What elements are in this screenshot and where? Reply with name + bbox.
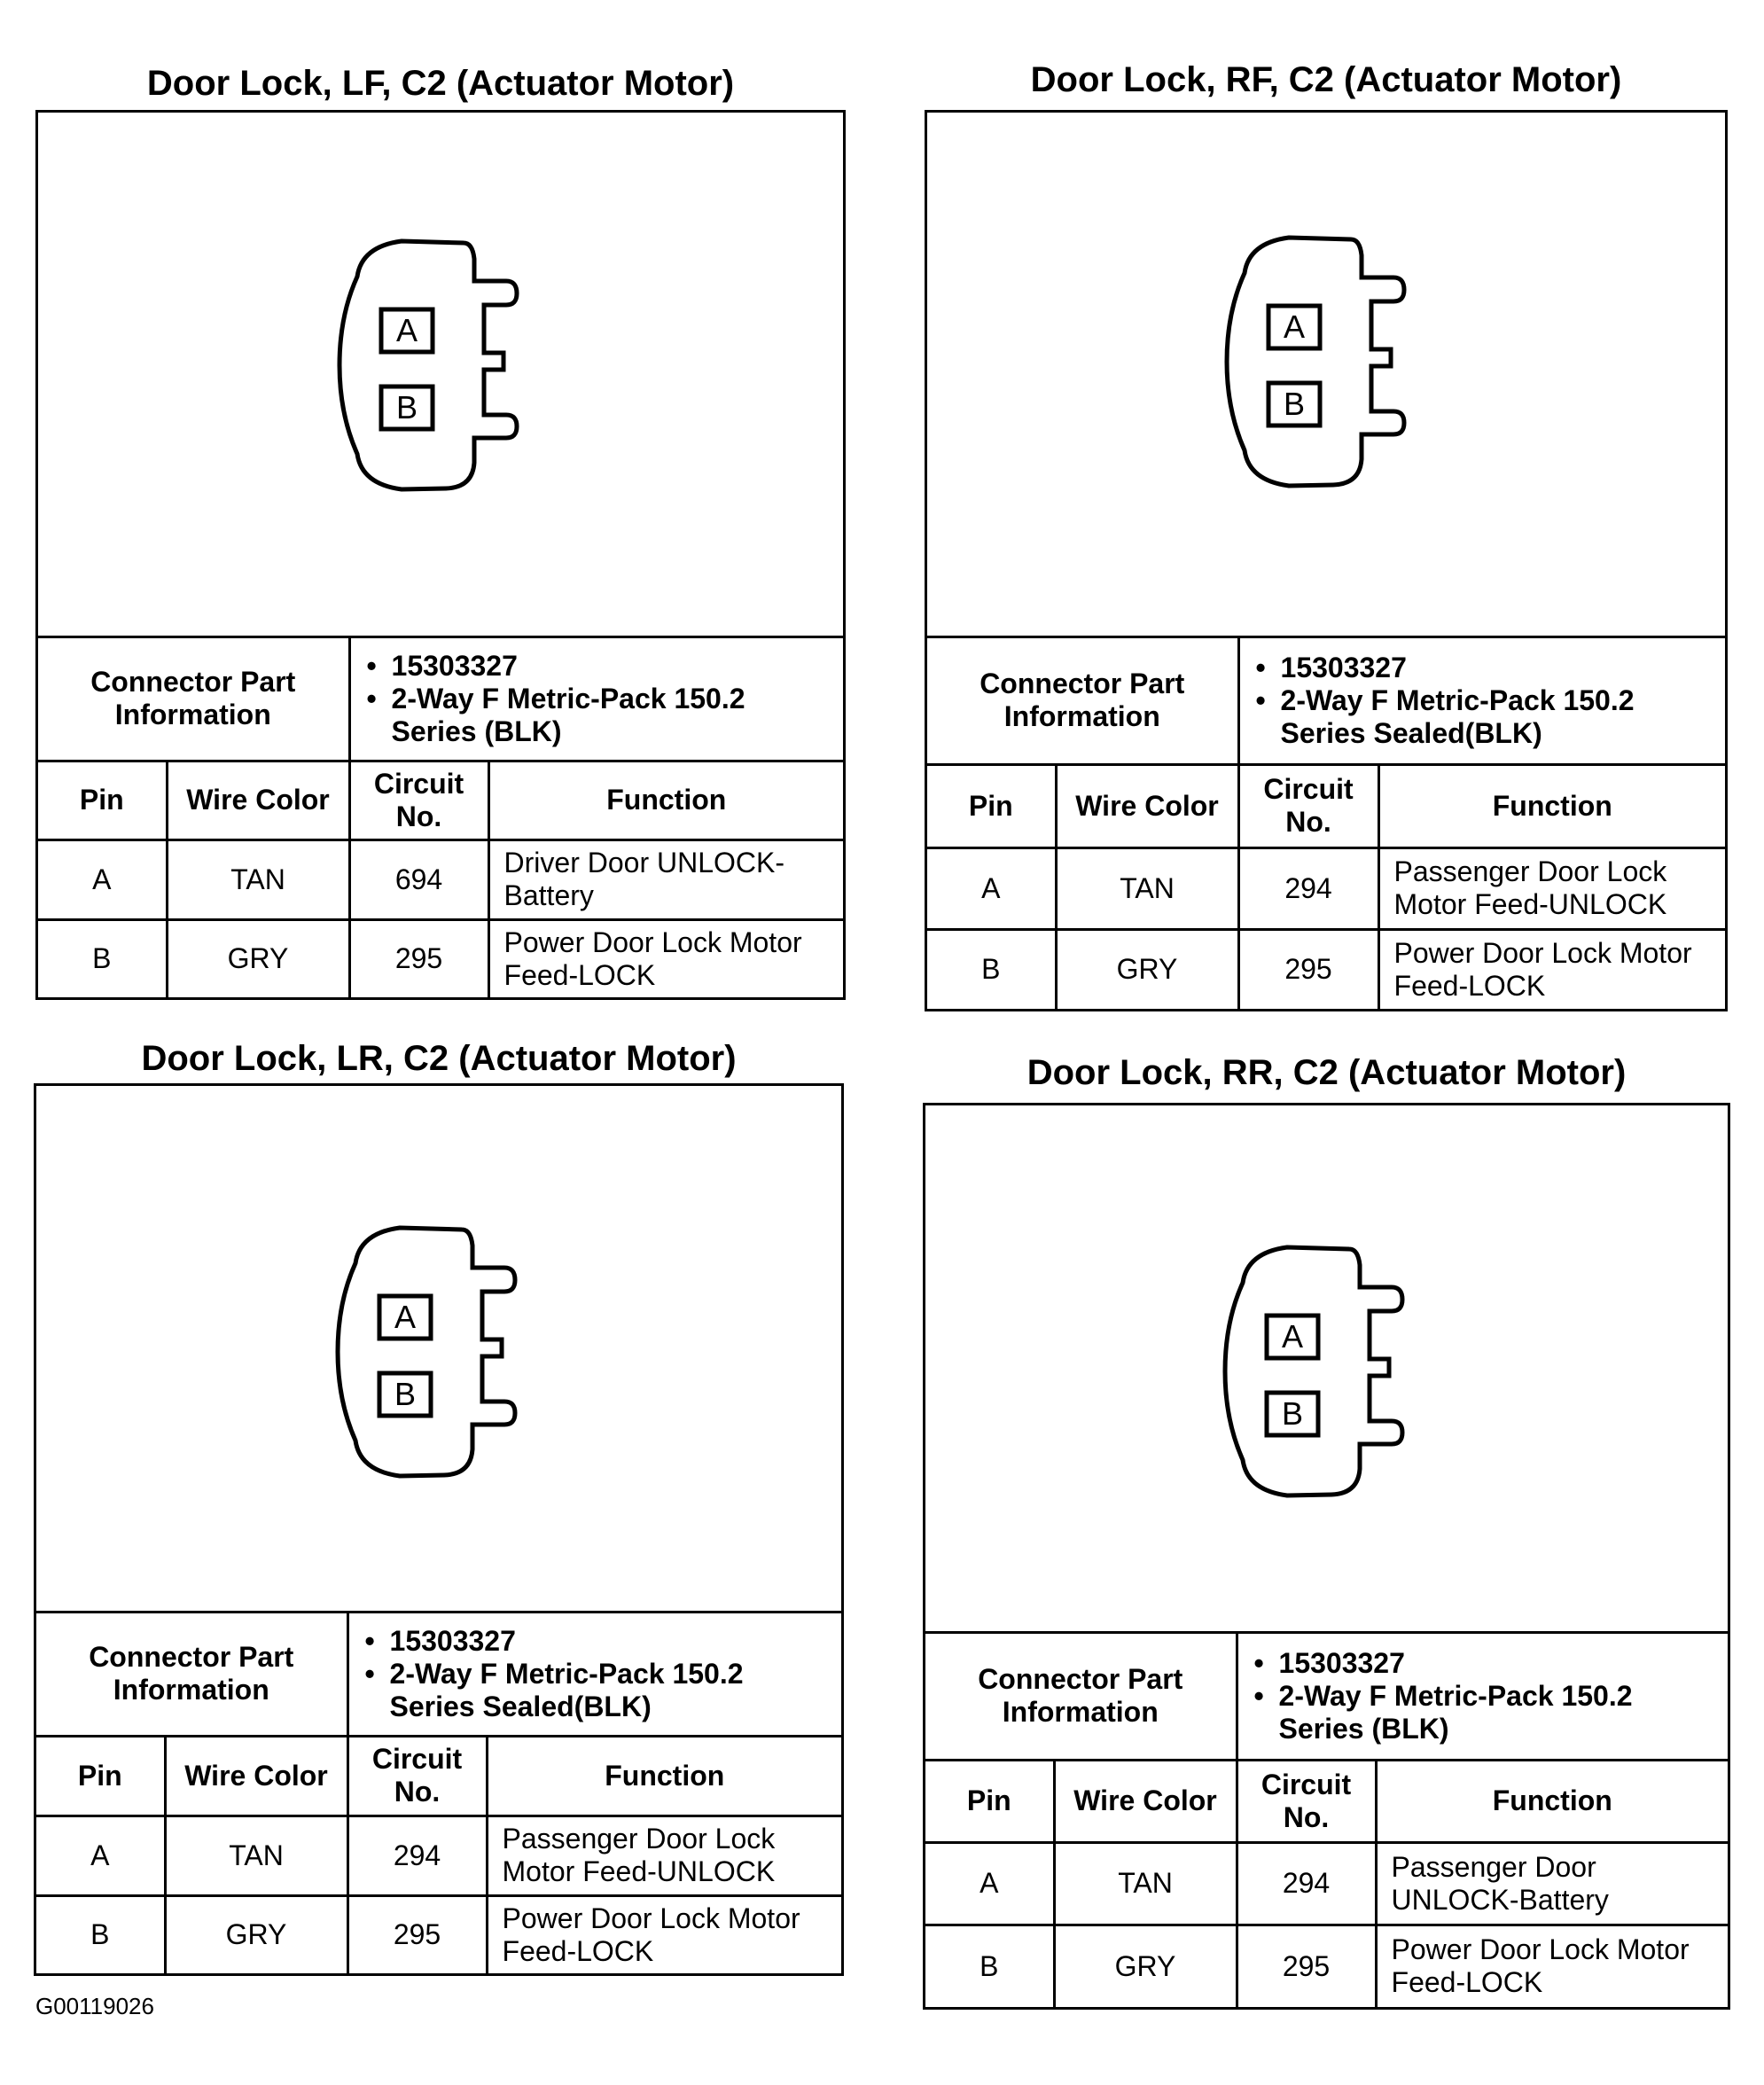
connector-type: • 2-Way F Metric-Pack 150.2 Series (BLK) xyxy=(1253,1680,1713,1745)
cell-pin: B xyxy=(927,929,1056,1009)
pin-b-label: B xyxy=(1283,386,1306,422)
connector-type: • 2-Way F Metric-Pack 150.2 Series Sealed(BLK) xyxy=(363,1658,827,1723)
connector-body-outline xyxy=(338,1228,515,1476)
header-function: Function xyxy=(487,1736,841,1816)
connector-part-info-label: Connector Part Information xyxy=(38,638,349,761)
connector-diagram xyxy=(36,1086,841,1613)
cell-pin: A xyxy=(38,839,167,919)
connector-part-info-label: Connector Part Information xyxy=(925,1634,1237,1760)
connector-frame xyxy=(34,1083,844,1976)
connector-body-outline xyxy=(1227,238,1404,486)
table-header-row xyxy=(38,761,843,839)
cell-wire-color: TAN xyxy=(165,1816,347,1895)
table-row xyxy=(36,1895,841,1973)
cell-circuit: 294 xyxy=(1238,847,1378,929)
panel-title: Door Lock, LF, C2 (Actuator Motor) xyxy=(146,64,735,103)
cell-pin: A xyxy=(36,1816,165,1895)
connector-frame xyxy=(923,1103,1730,2010)
header-wire-color: Wire Color xyxy=(165,1736,347,1816)
connector-body-outline xyxy=(340,241,517,489)
table-row xyxy=(38,919,843,997)
header-circuit-no: Circuit No. xyxy=(347,1736,487,1816)
table-row xyxy=(925,1842,1728,1925)
connector-diagram xyxy=(38,113,843,638)
header-wire-color: Wire Color xyxy=(1054,1760,1237,1842)
header-circuit-no: Circuit No. xyxy=(1238,764,1378,847)
cell-circuit: 295 xyxy=(347,1895,487,1973)
cell-wire-color: GRY xyxy=(1056,929,1238,1009)
cell-circuit: 294 xyxy=(347,1816,487,1895)
cell-function: Power Door Lock Motor Feed-LOCK xyxy=(488,919,843,997)
connector-diagram xyxy=(927,113,1725,638)
connector-type: • 2-Way F Metric-Pack 150.2 Series Sealed(BLK) xyxy=(1254,684,1711,750)
pin-a-label: A xyxy=(394,1299,417,1335)
cell-circuit: 295 xyxy=(1237,1925,1376,2007)
cell-circuit: 295 xyxy=(1238,929,1378,1009)
cell-circuit: 295 xyxy=(349,919,488,997)
table-row xyxy=(36,1816,841,1895)
pin-a-label: A xyxy=(1281,1318,1304,1355)
connector-face-drawing xyxy=(925,1105,1728,1631)
table-header-row xyxy=(925,1760,1728,1842)
cell-wire-color: GRY xyxy=(1054,1925,1237,2007)
cell-function: Power Door Lock Motor Feed-LOCK xyxy=(487,1895,841,1973)
cell-function: Passenger Door Lock Motor Feed-UNLOCK xyxy=(487,1816,841,1895)
pin-table xyxy=(925,1634,1728,2007)
figure-code: G00119026 xyxy=(35,1993,154,2019)
table-header-row xyxy=(36,1736,841,1816)
table-row xyxy=(927,847,1725,929)
part-number: • 15303327 xyxy=(363,1625,827,1658)
pin-table xyxy=(38,638,843,997)
cell-function: Driver Door UNLOCK-Battery xyxy=(488,839,843,919)
cell-pin: A xyxy=(925,1842,1054,1925)
header-pin: Pin xyxy=(925,1760,1054,1842)
pin-table xyxy=(36,1613,841,1973)
connector-part-info-values xyxy=(1237,1634,1728,1760)
connector-diagram xyxy=(925,1105,1728,1634)
part-number: • 15303327 xyxy=(365,650,829,683)
connector-info-row xyxy=(36,1613,841,1736)
connector-part-info-label: Connector Part Information xyxy=(927,638,1238,764)
header-pin: Pin xyxy=(36,1736,165,1816)
pin-a-label: A xyxy=(1283,308,1306,345)
panel-title: Door Lock, RR, C2 (Actuator Motor) xyxy=(1026,1053,1627,1092)
connector-info-row xyxy=(38,638,843,761)
header-wire-color: Wire Color xyxy=(1056,764,1238,847)
cell-pin: B xyxy=(38,919,167,997)
pin-b-label: B xyxy=(1281,1395,1304,1432)
panel-title: Door Lock, RF, C2 (Actuator Motor) xyxy=(1030,60,1622,99)
header-circuit-no: Circuit No. xyxy=(1237,1760,1376,1842)
header-wire-color: Wire Color xyxy=(167,761,349,839)
header-pin: Pin xyxy=(927,764,1056,847)
cell-wire-color: TAN xyxy=(1056,847,1238,929)
connector-info-row xyxy=(927,638,1725,764)
cell-function: Passenger Door UNLOCK-Battery xyxy=(1376,1842,1728,1925)
connector-face-drawing xyxy=(38,113,843,636)
cell-function: Power Door Lock Motor Feed-LOCK xyxy=(1376,1925,1728,2007)
pin-a-label: A xyxy=(395,312,418,348)
header-function: Function xyxy=(1378,764,1725,847)
pin-b-label: B xyxy=(395,389,418,426)
panel-title: Door Lock, LR, C2 (Actuator Motor) xyxy=(141,1039,737,1078)
cell-pin: B xyxy=(36,1895,165,1973)
cell-wire-color: GRY xyxy=(167,919,349,997)
connector-part-info-values xyxy=(1238,638,1725,764)
connector-face-drawing xyxy=(36,1086,841,1611)
table-row xyxy=(925,1925,1728,2007)
table-row xyxy=(927,929,1725,1009)
connector-frame xyxy=(35,110,846,1000)
table-row xyxy=(38,839,843,919)
cell-wire-color: TAN xyxy=(1054,1842,1237,1925)
header-pin: Pin xyxy=(38,761,167,839)
cell-circuit: 694 xyxy=(349,839,488,919)
cell-pin: A xyxy=(927,847,1056,929)
cell-wire-color: GRY xyxy=(165,1895,347,1973)
cell-wire-color: TAN xyxy=(167,839,349,919)
cell-function: Passenger Door Lock Motor Feed-UNLOCK xyxy=(1378,847,1725,929)
connector-part-info-values xyxy=(349,638,843,761)
header-circuit-no: Circuit No. xyxy=(349,761,488,839)
part-number: • 15303327 xyxy=(1254,652,1711,684)
header-function: Function xyxy=(1376,1760,1728,1842)
cell-pin: B xyxy=(925,1925,1054,2007)
connector-frame xyxy=(925,110,1728,1011)
pin-b-label: B xyxy=(394,1376,417,1412)
part-number: • 15303327 xyxy=(1253,1647,1713,1680)
connector-face-drawing xyxy=(927,113,1725,636)
table-header-row xyxy=(927,764,1725,847)
header-function: Function xyxy=(488,761,843,839)
connector-part-info-label: Connector Part Information xyxy=(36,1613,347,1736)
connector-type: • 2-Way F Metric-Pack 150.2 Series (BLK) xyxy=(365,683,829,748)
pin-table xyxy=(927,638,1725,1009)
connector-part-info-values xyxy=(347,1613,841,1736)
cell-function: Power Door Lock Motor Feed-LOCK xyxy=(1378,929,1725,1009)
cell-circuit: 294 xyxy=(1237,1842,1376,1925)
connector-body-outline xyxy=(1225,1247,1402,1495)
connector-info-row xyxy=(925,1634,1728,1760)
